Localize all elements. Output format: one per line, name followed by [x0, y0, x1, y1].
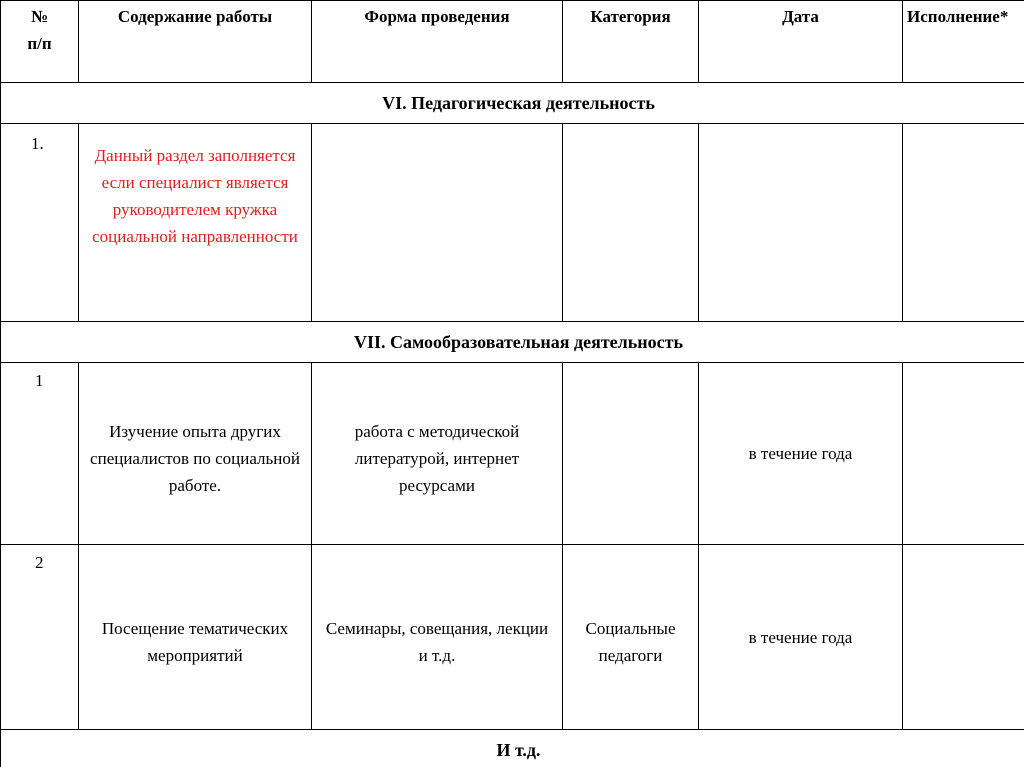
- row-num: 2: [1, 545, 79, 730]
- table-row: [1, 363, 1024, 545]
- footer-etc: И т.д.: [1, 730, 1024, 767]
- row-num: 1.: [1, 124, 79, 322]
- header-date: Дата: [699, 1, 903, 83]
- header-num: № п/п: [1, 1, 79, 83]
- row-content: Посещение тематических мероприятий: [79, 545, 312, 730]
- row-form: работа с методической литературой, интернет ресурсами: [312, 363, 563, 545]
- row-category: Социальные педагоги: [563, 545, 699, 730]
- header-category: Категория: [563, 1, 699, 83]
- row-form: [312, 124, 563, 322]
- table-row: [1, 124, 1024, 322]
- section-row: [1, 322, 1024, 363]
- row-date: в течение года: [699, 545, 903, 730]
- row-content: Изучение опыта других специалистов по социальной работе.: [79, 363, 312, 545]
- row-category: [563, 363, 699, 545]
- header-row: [1, 1, 1024, 83]
- header-form: Форма проведения: [312, 1, 563, 83]
- table-row: [1, 545, 1024, 730]
- row-form: Семинары, совещания, лекции и т.д.: [312, 545, 563, 730]
- row-num: 1: [1, 363, 79, 545]
- header-content: Содержание работы: [79, 1, 312, 83]
- header-execution: Исполнение*: [903, 1, 1024, 83]
- section-title-pedagogical: VI. Педагогическая деятельность: [1, 83, 1024, 124]
- row-category: [563, 124, 699, 322]
- row-date: [699, 124, 903, 322]
- row-execution: [903, 124, 1024, 322]
- row-execution: [903, 363, 1024, 545]
- row-execution: [903, 545, 1024, 730]
- footer-row: [1, 730, 1024, 767]
- row-date: в течение года: [699, 363, 903, 545]
- row-content: Данный раздел заполняется если специалист является руководителем кружка социальной направленности: [79, 124, 312, 322]
- section-title-selfeducation: VII. Самообразовательная деятельность: [1, 322, 1024, 363]
- section-row: [1, 83, 1024, 124]
